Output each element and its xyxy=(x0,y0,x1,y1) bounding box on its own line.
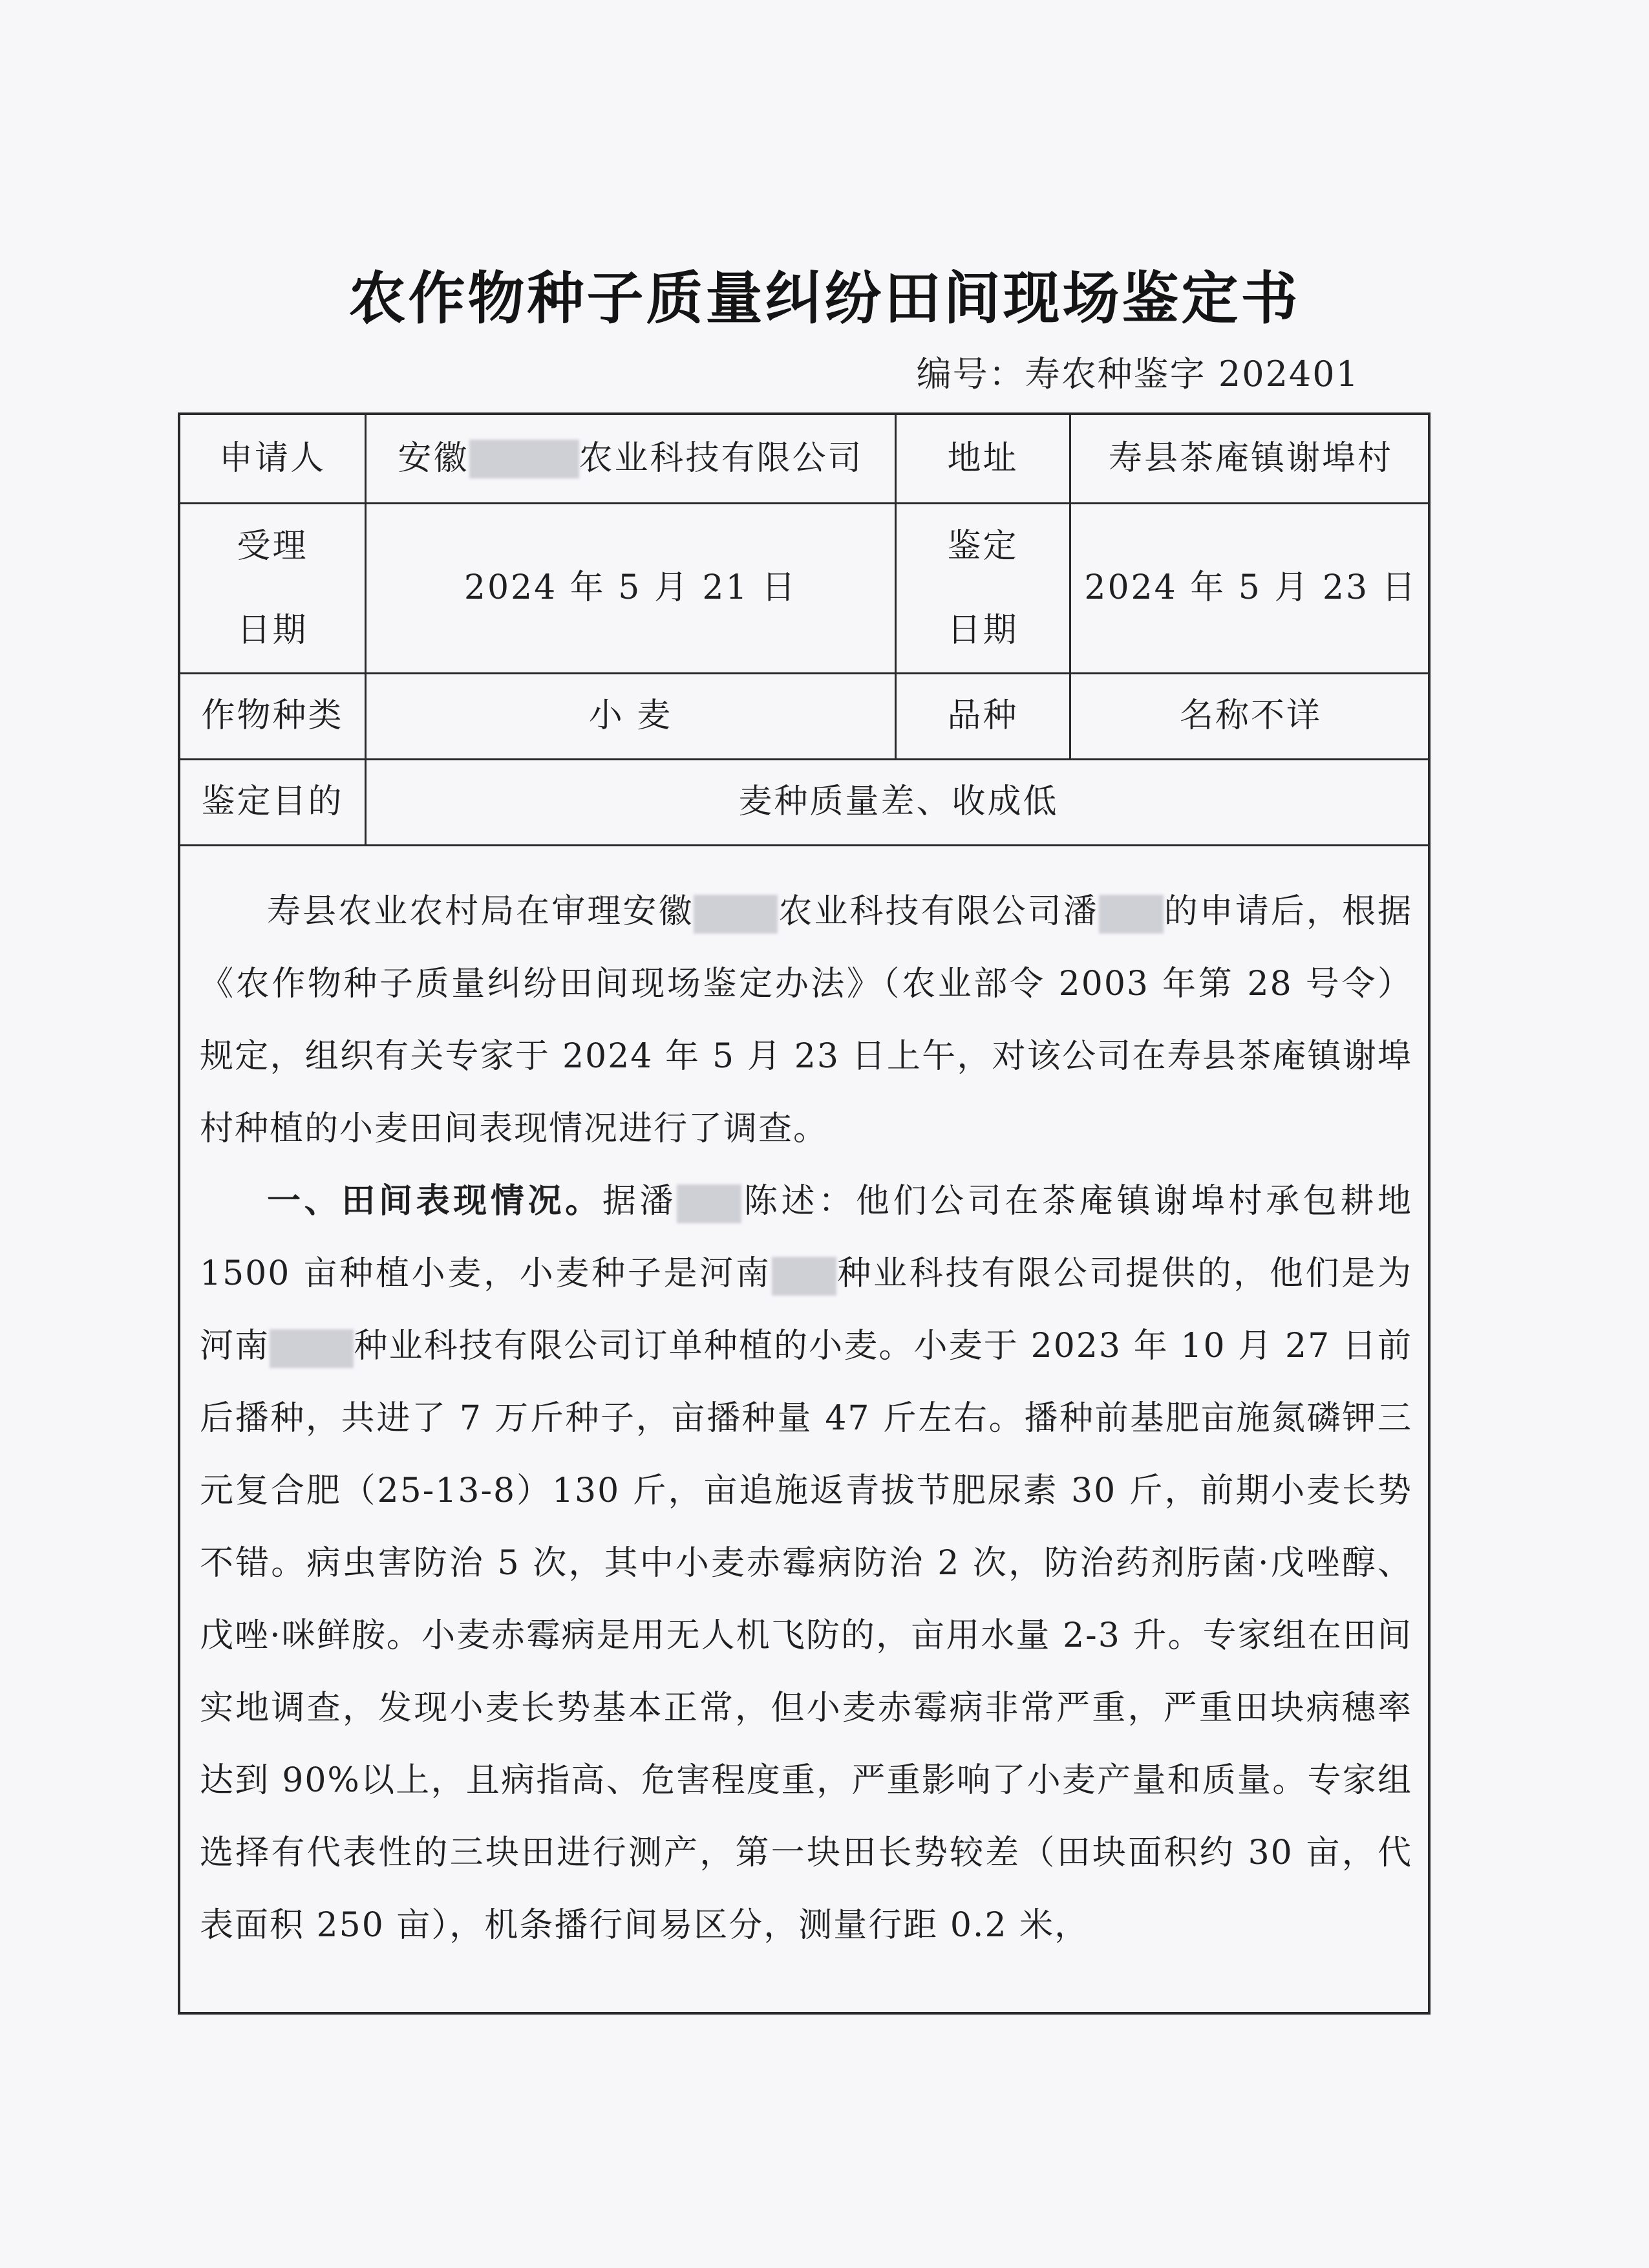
p1-part-a: 寿县农业农村局在审理安徽 xyxy=(267,892,694,931)
redaction-block xyxy=(469,440,579,478)
redaction-block xyxy=(270,1329,354,1368)
appraisal-body xyxy=(200,875,1412,1962)
row-crop xyxy=(180,674,1428,760)
redaction-block xyxy=(772,1257,836,1296)
variety-value: 名称不详 xyxy=(1179,696,1322,736)
row-dates xyxy=(180,504,1428,674)
applicant-prefix: 安徽 xyxy=(398,438,469,478)
applicant-value xyxy=(367,415,897,502)
p1-part-c: 的申请后，根据《农作物种子质量纠纷田间现场鉴定办法》（农业部令 2003 年第 28 号令）规定，组织有关专家于 2024 年 5 月 23 日上午，对该公司在寿县茶庵镇谢埠村种植的小麦田间表现情况进行了调查。 xyxy=(200,892,1412,1148)
accept-date-value: 2024 年 5 月 21 日 xyxy=(367,504,897,672)
appraise-date-label xyxy=(897,504,1071,672)
row-applicant xyxy=(180,415,1428,504)
redaction-block xyxy=(1099,895,1164,934)
appraise-date-value: 2024 年 5 月 23 日 xyxy=(1084,568,1418,608)
variety-label: 品种 xyxy=(897,674,1071,758)
applicant-suffix: 农业科技有限公司 xyxy=(579,438,864,478)
p1-part-b: 农业科技有限公司潘 xyxy=(778,892,1099,931)
appraise-label-line2: 日期 xyxy=(947,611,1019,650)
p2-part-b: 陈述：他们公司在茶庵镇谢埠村承包耕地 1500 亩种植小麦，小麦种子是河南 xyxy=(200,1182,1412,1293)
document-title: 农作物种子质量纠纷田间现场鉴定书 xyxy=(348,265,1301,332)
purpose-label: 鉴定目的 xyxy=(180,760,367,844)
redaction-block xyxy=(677,1184,741,1223)
body-paragraph-1 xyxy=(200,875,1412,1165)
accept-label-line1: 受理 xyxy=(237,527,308,566)
accept-date-label xyxy=(180,504,367,672)
document-number: 编号：寿农种鉴字 202401 xyxy=(916,354,1359,394)
appraisal-form xyxy=(178,412,1431,2015)
body-paragraph-2 xyxy=(200,1165,1412,1962)
row-purpose xyxy=(180,760,1428,846)
purpose-value: 麦种质量差、收成低 xyxy=(738,782,1059,822)
section-heading-field: 一、田间表现情况。 xyxy=(267,1182,602,1221)
applicant-label: 申请人 xyxy=(180,415,367,502)
p2-part-a: 据潘 xyxy=(602,1182,677,1221)
crop-value: 小 麦 xyxy=(367,674,897,758)
p2-part-c: 种业科技有限公司提供的，他们是为河南 xyxy=(200,1254,1412,1365)
p2-part-d: 种业科技有限公司订单种植的小麦。小麦于 2023 年 10 月 27 日前后播种，共进了 7 万斤种子，亩播种量 47 斤左右。播种前基肥亩施氮磷钾三元复合肥（25-13-8）130 斤，亩追施返青拔节肥尿素 30 斤，前期小麦长势不错。病虫害防治 5 次，其中小麦赤霉病防治 2 次，防治药剂肟菌·戊唑醇、戊唑·咪鲜胺。小麦赤霉病是用无人机飞防的，亩用水量 2-3 升。专家组在田间实地调查，发现小麦长势基本正常，但小麦赤霉病非常严重，严重田块病穗率达到 90%以上，且病指高、危害程度重，严重影响了小麦产量和质量。专家组选择有代表性的三块田进行测产，第一块田长势较差（田块面积约 30 亩，代表面积 250 亩），机条播行间易区分，测量行距 0.2 米， xyxy=(200,1327,1412,1945)
accept-label-line2: 日期 xyxy=(237,611,308,650)
crop-label: 作物种类 xyxy=(180,674,367,758)
redaction-block xyxy=(694,895,778,934)
appraise-label-line1: 鉴定 xyxy=(947,527,1019,566)
address-value: 寿县茶庵镇谢埠村 xyxy=(1108,438,1393,478)
address-label: 地址 xyxy=(897,415,1071,502)
